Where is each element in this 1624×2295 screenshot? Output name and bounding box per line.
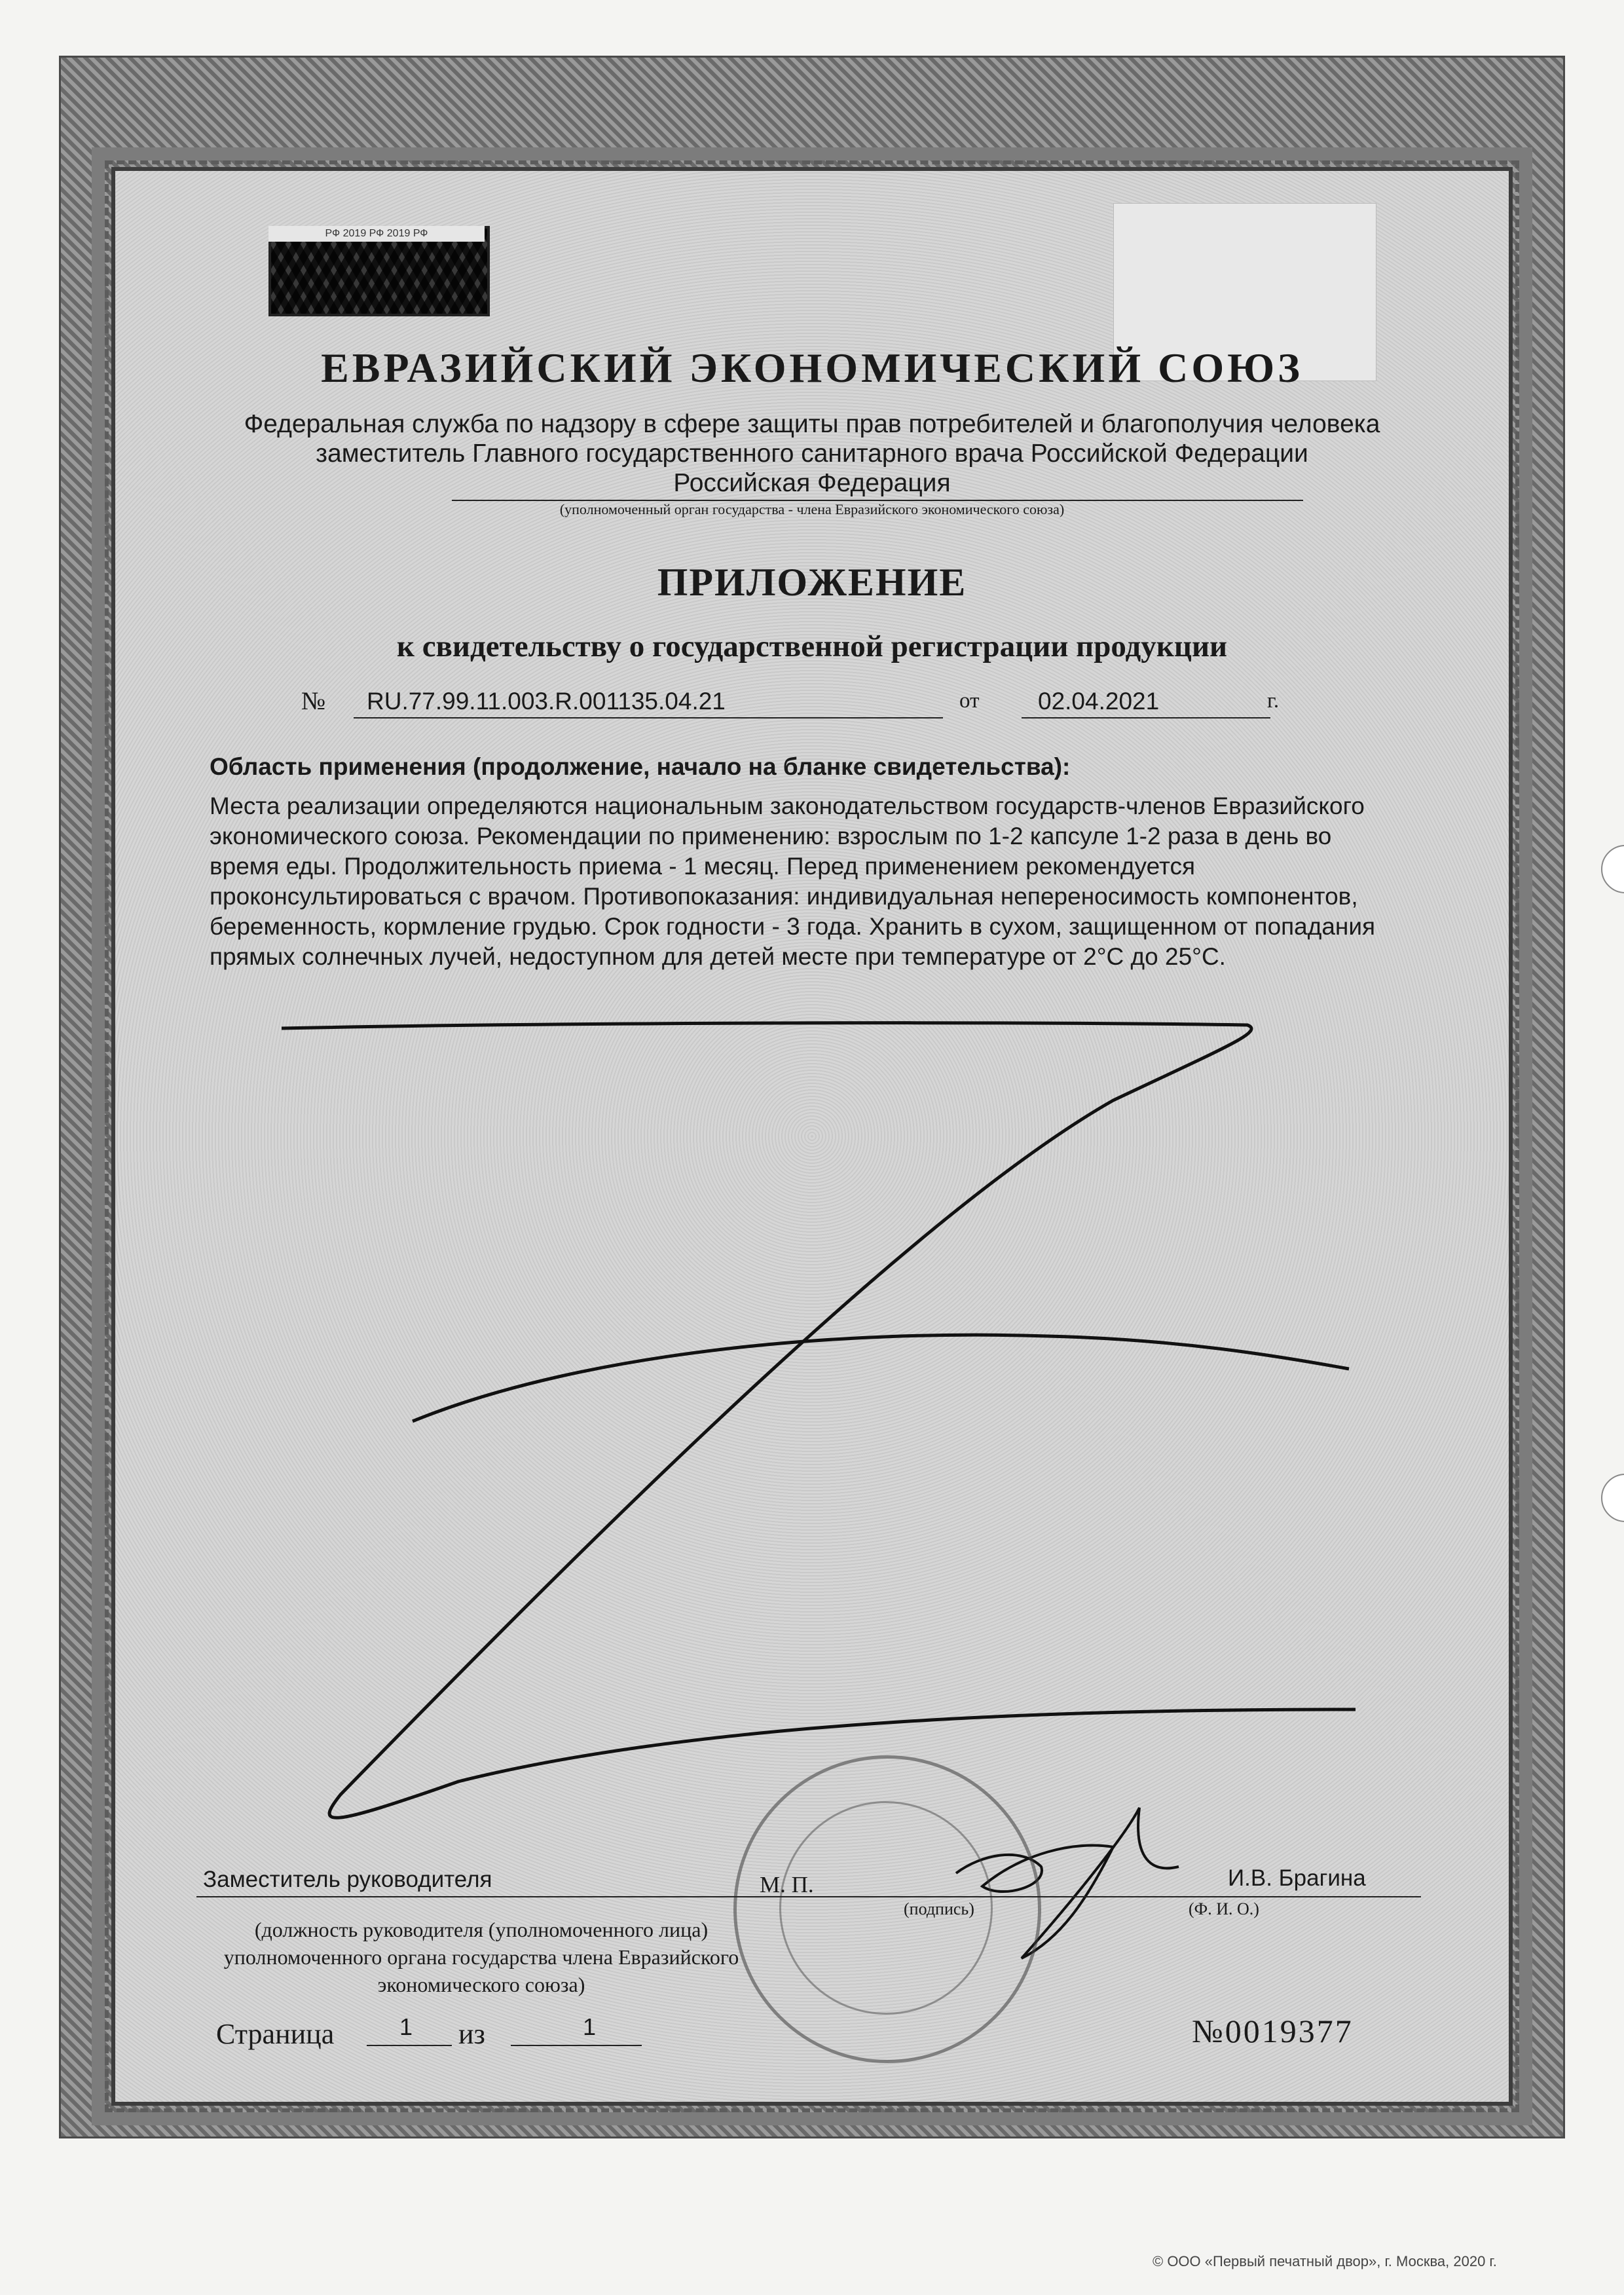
name-caption: (Ф. И. О.) [1189, 1899, 1259, 1918]
position-caption: (должность руководителя (уполномоченного лица) уполномоченного органа государства члена Евразийского экономического союза) [223, 1918, 739, 1996]
certificate-date: 02.04.2021 [1038, 688, 1160, 715]
authority-line-2: заместитель Главного государственного санитарного врача Российской Федерации [316, 439, 1308, 468]
seal-place-label: М. П. [760, 1872, 814, 1897]
page-label: Страница [216, 2018, 335, 2050]
form-serial-number: №0019377 [1192, 2013, 1354, 2049]
printer-imprint: © ООО «Первый печатный двор», г. Москва, 2020 г. [1153, 2253, 1497, 2269]
page-number: 1 [399, 2013, 413, 2040]
certificate-number: RU.77.99.11.003.R.001135.04.21 [367, 688, 726, 715]
document-subtitle: к свидетельству о государственной регистрации продукции [396, 629, 1228, 663]
number-sign: № [301, 687, 326, 715]
page-total-underline [511, 2045, 642, 2046]
signature-caption: (подпись) [904, 1899, 974, 1918]
authority-caption: (уполномоченный орган государства - члена Евразийского экономического союза) [559, 501, 1065, 517]
authority-text [0, 409, 1624, 498]
page-total: 1 [583, 2013, 597, 2040]
union-title: ЕВРАЗИЙСКИЙ ЭКОНОМИЧЕСКИЙ СОЮЗ [321, 345, 1303, 391]
document-title: ПРИЛОЖЕНИЕ [657, 561, 967, 604]
authority-line-3: Российская Федерация [673, 469, 951, 497]
scope-body: Места реализации определяются национальным законодательством государств-членов Евразийского экономического союза. Рекомендации по применению: взрослым по 1-2 капсуле 1-2 раза в день во время еды. Продолжительность приема - 1 месяц. Перед применением рекомендуется проконсультироваться с врачом. Противопоказания: индивидуальная непереносимость компонентов, беременность, кормление грудью. Срок годности - 3 года. Хранить в сухом, защищенном от попадания прямых солнечных лучей, недоступном для детей месте при температуре от 2°C до 25°C. [210, 793, 1376, 970]
authority-line-1: Федеральная служба по надзору в сфере защиты прав потребителей и благополучия человека [244, 410, 1380, 438]
punch-hole-bottom [1601, 1474, 1624, 1522]
number-underline [354, 717, 943, 718]
date-underline [1022, 717, 1270, 718]
page-number-underline [367, 2045, 452, 2046]
signatory-position: Заместитель руководителя [203, 1867, 492, 1892]
year-suffix: г. [1267, 689, 1280, 713]
signatory-name: И.В. Брагина [1228, 1865, 1366, 1891]
scope-heading: Область применения (продолжение, начало на бланке свидетельства): [210, 753, 1071, 780]
page-of-label: из [458, 2018, 485, 2050]
hologram-label: РФ 2019 РФ 2019 РФ [268, 226, 485, 242]
date-from-label: от [959, 689, 980, 713]
punch-hole-top [1601, 845, 1624, 893]
